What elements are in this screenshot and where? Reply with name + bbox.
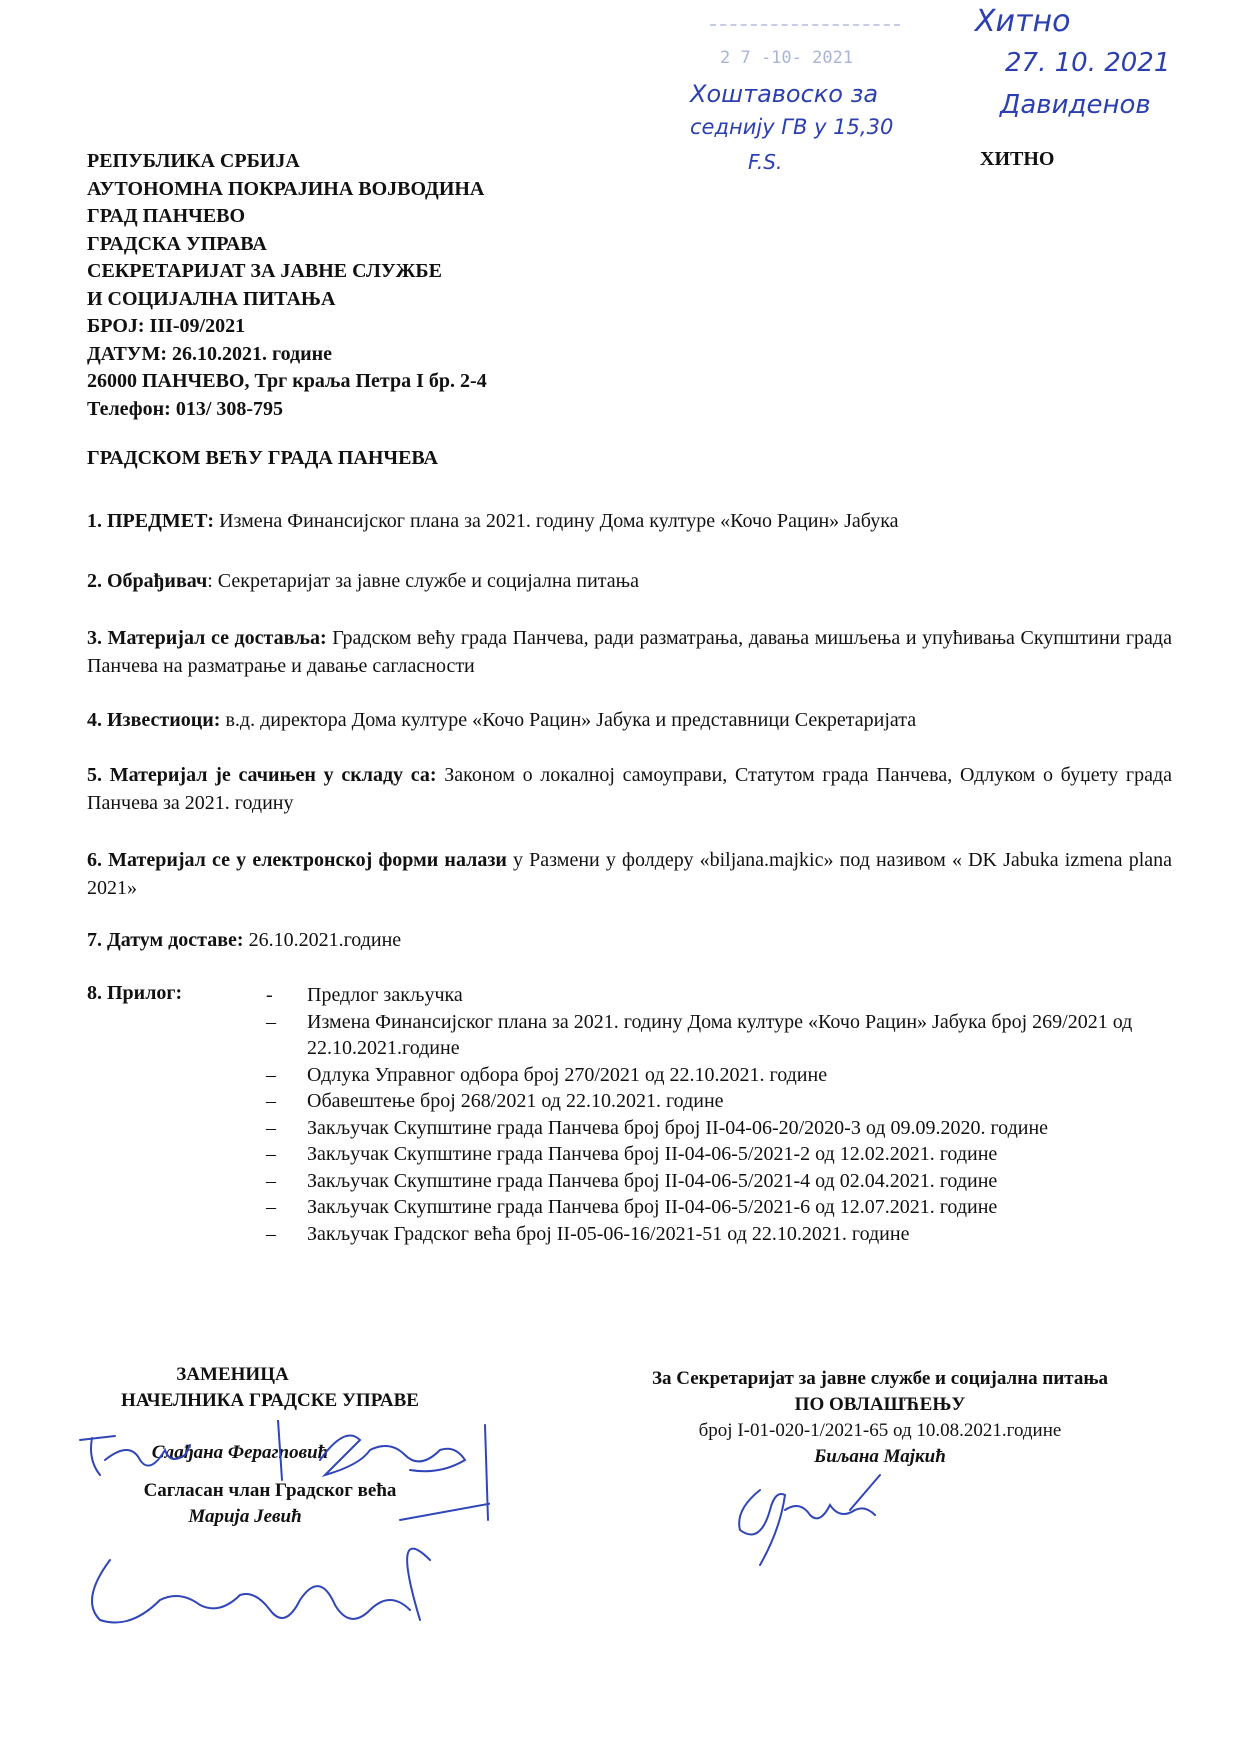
stamp-border	[710, 24, 900, 40]
dash: –	[266, 1010, 276, 1033]
dash: –	[266, 1222, 276, 1245]
item-text: Закључак Скупштине града Панчева број број II-04-06-20/2020-3 од 09.09.2020. године	[307, 1116, 1049, 1139]
urgent-label: ХИТНО	[980, 148, 1055, 170]
header-line: ГРАДСКА УПРАВА	[87, 232, 267, 255]
section-text: у Размени у фолдеру «biljana.majkic» под називом « DK Jabuka izmena plana 2021»	[87, 849, 1172, 899]
header-line: АУТОНОМНА ПОКРАЈИНА ВОЈВОДИНА	[87, 177, 485, 200]
handwritten-urgent: Хитно	[975, 4, 1071, 39]
dash: –	[266, 1196, 276, 1218]
dash: –	[266, 1090, 276, 1112]
right-name: Биљана Мајкић	[814, 1446, 946, 1467]
section-compliance	[87, 761, 1172, 817]
right-ref: број I-01-020-1/2021-65 од 10.08.2021.године	[698, 1420, 1062, 1441]
list-item	[262, 1088, 1182, 1115]
section-delivery	[87, 624, 1172, 680]
header-line: РЕПУБЛИКА СРБИЈА	[87, 150, 300, 172]
document-header	[87, 148, 487, 423]
list-item	[262, 982, 1182, 1009]
left-title-1: ЗАМЕНИЦА	[176, 1364, 289, 1385]
dash: –	[266, 1143, 276, 1165]
section-label: 7. Датум доставе:	[87, 929, 244, 951]
item-text: Закључак Скупштине града Панчева број II-04-06-5/2021-4 од 02.04.2021. године	[307, 1169, 998, 1192]
section-text: Законом о локалној самоуправи, Статутом града Панчева, Одлуком о буџету града Панчева за 2021. годину	[87, 764, 1172, 814]
item-text: Одлука Управног одбора број 270/2021 од 22.10.2021. године	[307, 1063, 828, 1086]
attachments-label: 8. Прилог:	[87, 982, 183, 1004]
header-line: БРОЈ: III-09/2021	[87, 315, 246, 337]
section-date	[87, 926, 1172, 954]
section-label: 5. Материјал је сачињен у складу са:	[87, 764, 437, 786]
list-item	[262, 1221, 1182, 1248]
handwritten-note-2: седнију ГВ у 15,30	[690, 115, 894, 139]
item-text: Предлог закључка	[307, 984, 463, 1006]
council-title: Сагласан члан Градског већа	[143, 1480, 397, 1501]
section-label: 2. Обрађивач	[87, 570, 208, 592]
dash: –	[266, 1116, 276, 1139]
header-line: И СОЦИЈАЛНА ПИТАЊА	[87, 287, 336, 310]
dash: –	[266, 1063, 276, 1086]
section-text: в.д. директора Дома културе «Кочо Рацин» Јабука и представници Секретаријата	[220, 709, 917, 731]
section-author	[87, 567, 1172, 595]
header-line: 26000 ПАНЧЕВО, Трг краља Петра I бр. 2-4	[87, 370, 487, 392]
attachments-list	[262, 982, 1182, 1247]
right-signature-block	[600, 1366, 1160, 1470]
section-reporters	[87, 706, 1172, 734]
header-line: Телефон: 013/ 308-795	[87, 397, 284, 420]
dash: –	[266, 1169, 276, 1192]
list-item	[262, 1062, 1182, 1089]
addressee: ГРАДСКОМ ВЕЋУ ГРАДА ПАНЧЕВА	[87, 447, 438, 469]
list-item	[262, 1141, 1182, 1168]
section-text: Градском већу града Панчева, ради разматрања, давања мишљења и упућивања Скупштини града Панчева на разматрање и давање сагласности	[87, 627, 1172, 677]
left-title-2: НАЧЕЛНИКА ГРАДСКЕ УПРАВЕ	[121, 1390, 419, 1411]
handwritten-date: 27. 10. 2021	[1005, 48, 1171, 78]
section-text: : Секретаријат за јавне службе и социјална питања	[207, 570, 640, 592]
section-subject	[87, 507, 1172, 535]
item-text: Закључак Скупштине града Панчева број II-04-06-5/2021-2 од 12.02.2021. године	[307, 1143, 998, 1165]
item-text: Измена Финансијског плана за 2021. годину Дома културе «Кочо Рацин» Јабука број 269/2021 од 22.10.2021.године	[307, 1010, 1133, 1059]
handwritten-name: Давиденов	[1000, 90, 1151, 120]
received-stamp	[700, 14, 920, 74]
right-title-1: За Секретаријат за јавне службе и социјална питања	[652, 1368, 1108, 1389]
left-name: Слађана Ферагповић	[151, 1442, 329, 1463]
section-label: 1. ПРЕДМЕТ:	[87, 510, 215, 532]
section-electronic	[87, 846, 1172, 902]
signature-left	[70, 1420, 490, 1650]
section-text: 26.10.2021.године	[243, 929, 402, 951]
stamp-date: 2 7 -10- 2021	[720, 48, 854, 68]
item-text: Обавештење број 268/2021 од 22.10.2021. године	[307, 1090, 724, 1112]
list-item	[262, 1194, 1182, 1221]
header-line: СЕКРЕТАРИЈАТ ЗА ЈАВНЕ СЛУЖБЕ	[87, 260, 442, 282]
right-title-2: ПО ОВЛАШЋЕЊУ	[794, 1394, 966, 1415]
section-label: 6. Материјал се у електронској форми налази	[87, 849, 507, 871]
signature-right	[730, 1470, 890, 1570]
section-label: 3. Материјал се доставља:	[87, 627, 327, 649]
list-item	[262, 1009, 1182, 1062]
item-text: Закључак Скупштине града Панчева број II-04-06-5/2021-6 од 12.07.2021. године	[307, 1196, 998, 1218]
section-label: 4. Известиоци:	[87, 709, 221, 731]
section-text: Измена Финансијског плана за 2021. годину Дома културе «Кочо Рацин» Јабука	[214, 510, 899, 532]
dash: -	[266, 984, 273, 1006]
handwritten-initials: F.S.	[748, 150, 783, 174]
council-name: Марија Јевић	[188, 1506, 302, 1527]
item-text: Закључак Градског већа број II-05-06-16/2021-51 од 22.10.2021. године	[307, 1222, 910, 1245]
header-line: ГРАД ПАНЧЕВО	[87, 205, 246, 227]
list-item	[262, 1115, 1182, 1142]
list-item	[262, 1168, 1182, 1195]
handwritten-note-1: Хоштавоско за	[690, 80, 879, 108]
header-line: ДАТУМ: 26.10.2021. године	[87, 342, 333, 365]
